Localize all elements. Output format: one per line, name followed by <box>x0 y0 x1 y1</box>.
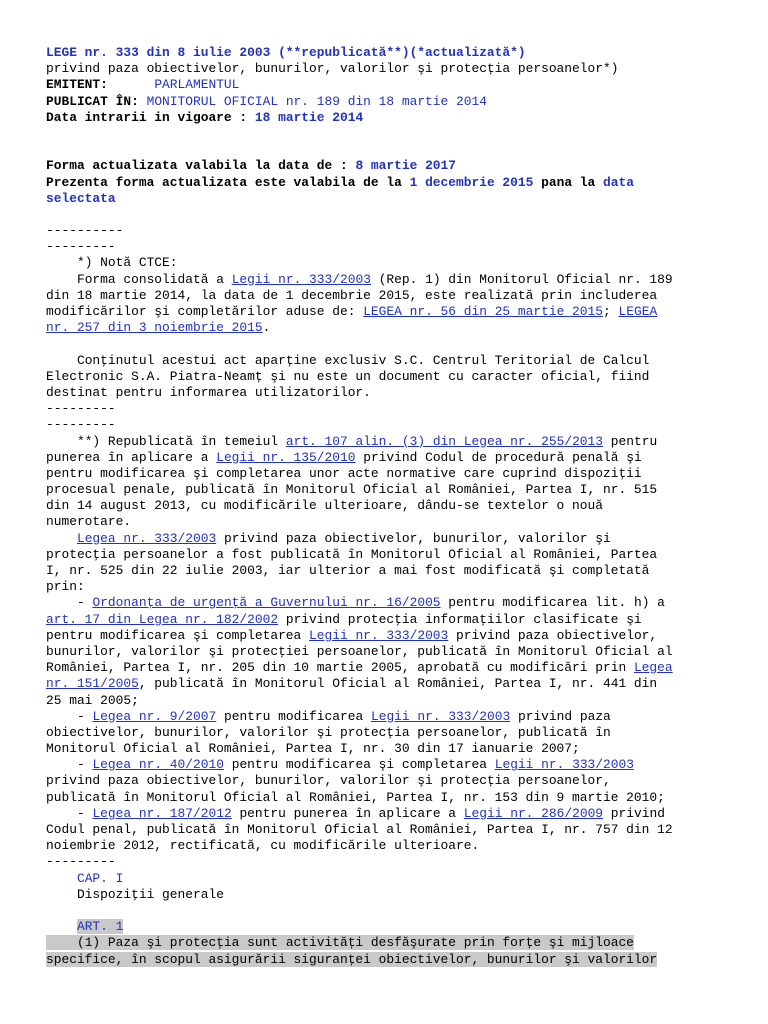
hist-text: privind paza obiectivelor, bunurilor, valorilor şi <box>223 530 611 546</box>
rep-text: privind Codul de procedură penală şi <box>363 449 642 465</box>
nota-p2-l2: Electronic S.A. Piatra-Neamţ şi nu este un document cu caracter oficial, fiind <box>46 368 650 384</box>
publicat-value: MONITORUL OFICIAL nr. 189 din 18 martie 2014 <box>146 93 487 109</box>
chapter-title: Dispoziţii generale <box>76 886 224 902</box>
item3-l1 <box>46 757 726 773</box>
link-oug-16-2005[interactable]: Ordonanţa de urgenţă a Guvernului nr. 16/2005 <box>92 595 441 611</box>
hist-l2: protecţia persoanelor a fost publicată în Monitorul Oficial al României, Partea <box>46 546 658 562</box>
emitent-line <box>46 77 726 93</box>
item4-l3: noiembrie 2012, rectificată, cu modificările ulterioare. <box>46 838 480 854</box>
chapter-label: CAP. I <box>76 870 124 886</box>
link-legea-257-2015[interactable]: nr. 257 din 3 noiembrie 2015 <box>46 320 263 336</box>
item2-l2: obiectivelor, bunurilor, valorilor şi protecţia persoanelor, publicată în <box>46 724 611 740</box>
nota-p1-l3 <box>46 304 726 320</box>
rep-l3: pentru modificarea şi completarea unor acte normative care cuprind dispoziţii <box>46 465 642 481</box>
intrare-label: Data intrarii in vigoare : <box>46 109 248 125</box>
link-art-17-legea-182-2002[interactable]: art. 17 din Legea nr. 182/2002 <box>46 611 279 627</box>
forma-range-line <box>46 175 726 191</box>
item1-l7: 25 mai 2005; <box>46 692 139 708</box>
rep-l1 <box>46 434 726 450</box>
hist-l3: I, nr. 525 din 22 iulie 2003, iar ulterior a mai fost modificată şi completată <box>46 563 650 578</box>
chapter-label-line <box>46 871 726 887</box>
rep-l2 <box>46 450 726 466</box>
article-l2-line <box>46 952 726 968</box>
nota-p2-l1 <box>46 353 726 369</box>
item-text: pentru modificarea şi completarea <box>46 627 302 643</box>
forma-range-b: pana la <box>541 174 596 190</box>
item3-l3: publicată în Monitorul Oficial al României, Partea I, nr. 153 din 9 martie 2010; <box>46 789 665 805</box>
article-text-indent <box>46 935 77 950</box>
rep-text: **) Republicată în temeiul <box>76 433 279 449</box>
item1-l5 <box>46 660 726 676</box>
article-text: specifice, în scopul asigurării siguranţei obiectivelor, bunurilor şi valorilor <box>46 951 658 967</box>
forma-from-date: 1 decembrie 2015 <box>409 174 534 190</box>
item1-l6 <box>46 676 726 692</box>
list-dash: - <box>76 757 93 773</box>
item-text: pentru modificarea lit. h) a <box>448 595 665 611</box>
forma-range-a: Prezenta forma actualizata este valabila de la <box>46 174 402 190</box>
forma-until-b: selectata <box>46 190 116 206</box>
article-text: (1) Paza şi protecţia sunt activităţi desfăşurate prin forţe şi mijloace <box>76 935 634 951</box>
link-legea-187-2012[interactable]: Legea nr. 187/2012 <box>92 805 232 821</box>
item-text: pentru modificarea şi completarea <box>231 757 487 773</box>
link-legea-257-2015[interactable]: LEGEA <box>618 304 658 319</box>
link-legea-9-2007[interactable]: Legea nr. 9/2007 <box>92 708 217 724</box>
hist-l1 <box>46 531 726 547</box>
forma-until-a: data <box>603 174 634 190</box>
nota-title: *) Notă CTCE: <box>76 255 178 271</box>
nota-text: (Rep. 1) din Monitorul Oficial nr. 189 <box>378 271 673 287</box>
separator-rule: --------- <box>46 401 116 417</box>
link-legea-135-2010[interactable]: Legii nr. 135/2010 <box>216 449 356 465</box>
forma-date: 8 martie 2017 <box>355 158 457 174</box>
item1-l2 <box>46 612 726 628</box>
nota-p1-l4 <box>46 320 726 336</box>
nota-text: modificărilor şi completărilor aduse de: <box>46 304 356 319</box>
document-body <box>46 45 726 968</box>
hist-l4: prin: <box>46 579 85 595</box>
link-legea-56-2015[interactable]: LEGEA nr. 56 din 25 martie 2015 <box>363 304 603 319</box>
item-text: pentru modificarea <box>223 708 364 724</box>
link-legea-151-2005[interactable]: Legea <box>633 660 673 676</box>
article-label-line <box>46 919 726 935</box>
rep-text: pentru <box>610 433 658 449</box>
publicat-line <box>46 94 726 110</box>
item-text: , publicată în Monitorul Oficial al României, Partea I, nr. 441 din <box>138 676 658 692</box>
link-legea-286-2009[interactable]: Legii nr. 286/2009 <box>463 805 604 821</box>
nota-p2-l3: destinat pentru informarea utilizatorilor. <box>46 384 371 400</box>
list-dash: - <box>76 805 93 821</box>
link-legea-333-2003[interactable]: Legii nr. 333/2003 <box>309 627 449 643</box>
item-text: pentru punerea în aplicare a <box>239 805 457 821</box>
emitent-label: EMITENT: <box>46 77 108 93</box>
link-legea-333-2003[interactable]: Legii nr. 333/2003 <box>494 757 634 773</box>
link-legea-333-2003[interactable]: Legii nr. 333/2003 <box>231 271 371 287</box>
item-text: privind paza obiectivelor, <box>456 627 658 643</box>
law-subtitle: privind paza obiectivelor, bunurilor, valorilor şi protecţia persoanelor*) <box>46 61 619 77</box>
intrare-line <box>46 110 726 126</box>
forma-label: Forma actualizata valabila la data de : <box>46 158 348 174</box>
nota-text: . <box>262 320 271 336</box>
link-legea-333-2003[interactable]: Legii nr. 333/2003 <box>370 708 511 724</box>
chapter-title-line <box>46 887 726 903</box>
nota-text: ; <box>603 304 611 319</box>
separator-rule: --------- <box>46 417 116 433</box>
item-text: privind protecţia informaţiilor clasificate şi <box>285 611 642 627</box>
link-art-107-legea-255-2013[interactable]: art. 107 alin. (3) din Legea nr. 255/2013 <box>285 433 604 449</box>
nota-p1-l2: din 18 martie 2014, la data de 1 decembrie 2015, este realizată prin includerea <box>46 287 658 303</box>
separator-rule: --------- <box>46 854 116 870</box>
item-text: privind <box>610 805 665 821</box>
nota-p1-l1 <box>46 272 726 288</box>
item2-l3: Monitorul Oficial al României, Partea I, nr. 30 din 17 ianuarie 2007; <box>46 741 580 757</box>
item1-l4: bunurilor, valorilor şi protecţiei persoanelor, publicată în Monitorul Oficial al <box>46 643 673 659</box>
intrare-value: 18 martie 2014 <box>254 109 364 125</box>
item2-l1 <box>46 709 726 725</box>
item1-l1 <box>46 595 726 611</box>
link-legea-333-2003[interactable]: Legea nr. 333/2003 <box>76 530 217 546</box>
rep-l4: procesual penale, publicată în Monitorul Oficial al României, Partea I, nr. 515 <box>46 482 658 498</box>
item-text: României, Partea I, nr. 205 din 10 martie 2005, aprobată cu modificări prin <box>46 660 627 676</box>
list-dash: - <box>76 708 93 724</box>
rep-text: punerea în aplicare a <box>46 449 209 465</box>
nota-title-line <box>46 255 726 271</box>
separator-rule: ---------- <box>46 223 124 239</box>
nota-text: Forma consolidată a <box>76 271 224 287</box>
item1-l3 <box>46 628 726 644</box>
nota-text: Conţinutul acestui act aparţine exclusiv S.C. Centrul Teritorial de Calcul <box>76 352 650 368</box>
article-label: ART. 1 <box>76 919 124 935</box>
list-dash: - <box>76 595 93 611</box>
rep-l6: numerotare. <box>46 514 132 530</box>
article-l1-line <box>46 935 726 951</box>
link-legea-151-2005[interactable]: nr. 151/2005 <box>46 676 139 692</box>
law-title-line <box>46 45 726 61</box>
item4-l1 <box>46 806 726 822</box>
law-title: LEGE nr. 333 din 8 iulie 2003 (**republicată**)(*actualizată*) <box>46 45 526 60</box>
item3-l2: privind paza obiectivelor, bunurilor, valorilor şi protecţia persoanelor, <box>46 773 611 789</box>
item-text: privind paza <box>517 708 611 724</box>
link-legea-40-2010[interactable]: Legea nr. 40/2010 <box>92 757 224 773</box>
publicat-label: PUBLICAT ÎN: <box>46 93 139 109</box>
forma-line <box>46 158 726 174</box>
emitent-value: PARLAMENTUL <box>154 77 240 93</box>
rep-l5: din 14 august 2013, cu modificările ulterioare, dându-se textelor o nouă <box>46 498 603 514</box>
separator-rule: --------- <box>46 239 116 255</box>
item4-l2: Codul penal, publicată în Monitorul Oficial al României, Partea I, nr. 757 din 12 <box>46 822 673 837</box>
